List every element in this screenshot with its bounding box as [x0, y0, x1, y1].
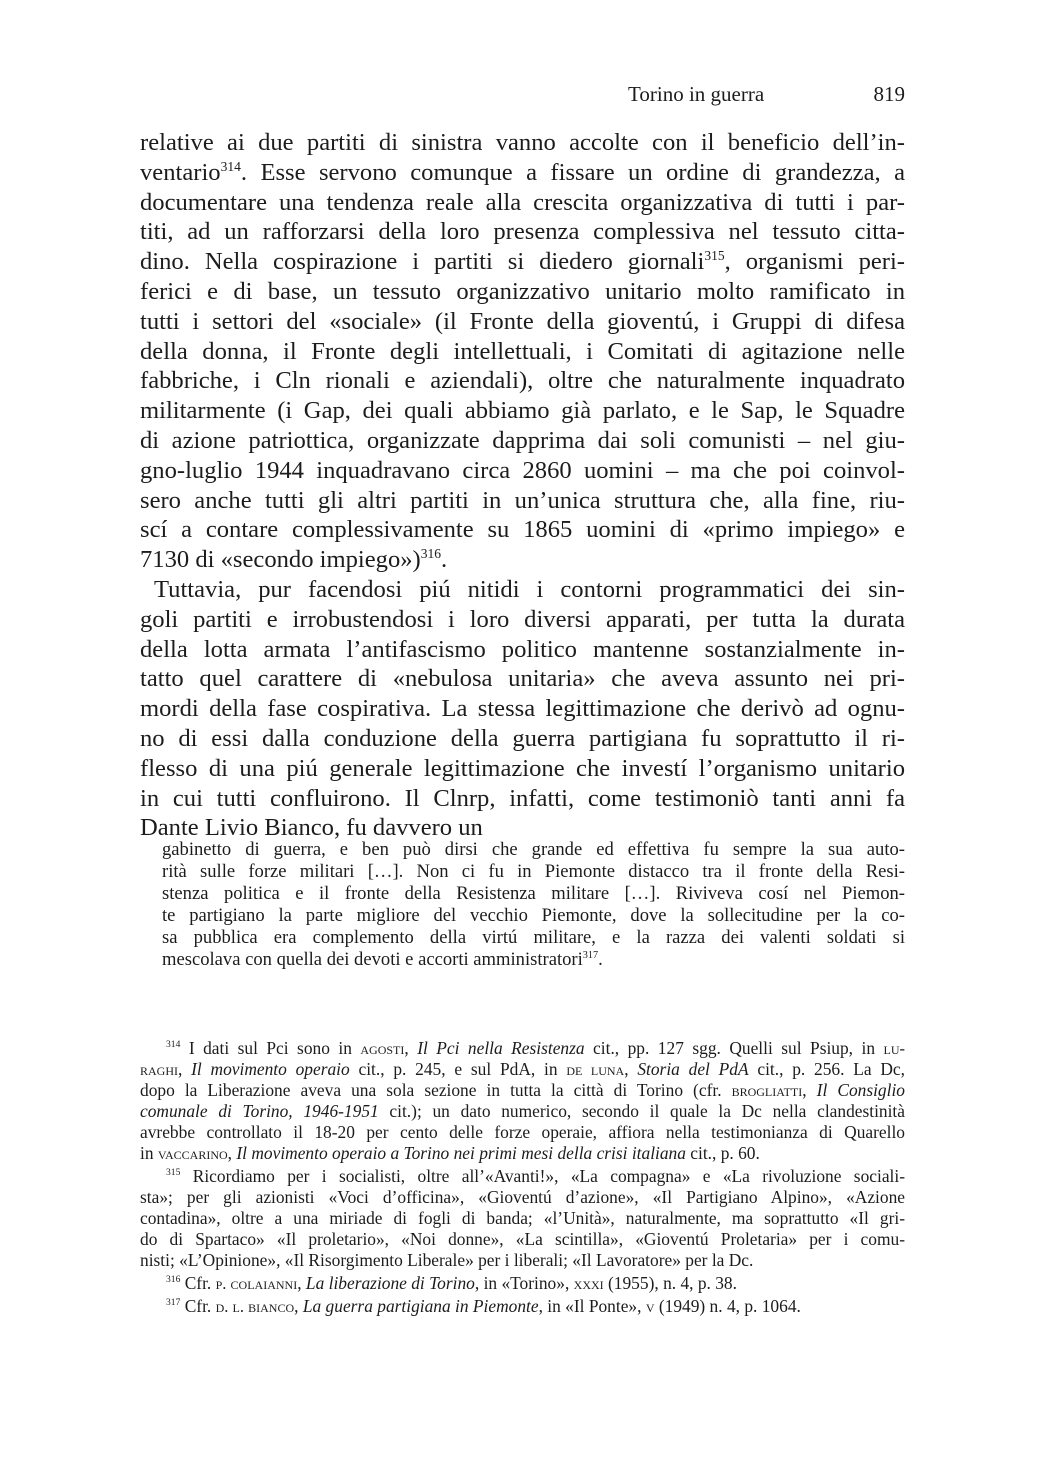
footnote-line: $^{316}$ Cfr. p. colaianni, La liberazione di Torino, in «Torino», xxxi (1955), n. 4, p. 38.	[166, 1273, 737, 1293]
footnote-315	[140, 1166, 905, 1271]
footnote-number: 317	[166, 1297, 181, 1309]
text-line: Dante Livio Bianco, fu davvero un	[140, 814, 483, 842]
text-line: tatto quel carattere di «nebulosa unitaria» che aveva assunto nei pri-	[140, 665, 905, 693]
text-line: flesso di una piú generale legittimazione che investí l’organismo unitario	[140, 754, 905, 782]
footnote-number: 314	[166, 1039, 181, 1051]
text-line: goli partiti e irrobustendosi i loro diversi apparati, per tutta la durata	[140, 605, 905, 633]
running-title: Torino in guerra	[628, 82, 765, 106]
footnote-ref-314[interactable]: 314	[220, 158, 241, 174]
text-line: relative ai due partiti di sinistra vanno accolte con il beneficio dell’in-	[140, 129, 905, 156]
footnote-line: sta»; per gli azionisti «Voci d’officina», «Gioventú d’azione», «Il Partigiano Alpino», «Azione	[140, 1187, 905, 1207]
footnote-line: $^{317}$ Cfr. d. l. bianco, La guerra partigiana in Piemonte, in «Il Ponte», v (1949) n. 4, p. 1064.	[166, 1296, 801, 1316]
footnote-316	[140, 1273, 905, 1294]
footnote-line: raghi, Il movimento operaio cit., p. 245, e sul PdA, in de luna, Storia del PdA cit., p. 256. La Dc,	[140, 1059, 905, 1079]
footnote-ref-316[interactable]: 316	[420, 545, 442, 561]
text-line: sero anche tutti gli altri partiti in un’unica struttura che, alla fine, riu-	[140, 486, 905, 514]
main-text	[140, 128, 905, 843]
quote-line: te partigiano la parte migliore del vecchio Piemonte, dove la sollecitudine per la co-	[162, 905, 905, 926]
quote-line: stenza politica e il fronte della Resistenza militare […]. Riviveva cosí nel Piemon-	[162, 883, 905, 904]
footnote-line: avrebbe controllato il 18-20 per cento delle forze operaie, affiora nella testimonianza di Quarello	[140, 1122, 905, 1142]
footnote-ref-315[interactable]: 315	[704, 248, 725, 263]
paragraph-2	[140, 575, 905, 843]
text-line: di azione patriottica, organizzate dapprima dai soli comunisti – nel giu-	[140, 426, 905, 454]
footnote-ref-317[interactable]: 317	[582, 949, 599, 961]
text-line: fabbriche, i Cln rionali e aziendali), oltre che naturalmente inquadrato	[140, 367, 905, 395]
text-line: dino. Nella cospirazione i partiti si diedero giornali$^{315}$, organismi peri-	[140, 248, 905, 276]
text-line: in cui tutti confluirono. Il Clnrp, infatti, come testimoniò tanti anni fa	[140, 784, 905, 812]
text-line: tutti i settori del «sociale» (il Fronte della gioventú, i Gruppi di difesa	[140, 307, 905, 335]
footnote-line: nisti; «L’Opinione», «Il Risorgimento Liberale» per i liberali; «Il Lavoratore» per la Dc.	[140, 1250, 754, 1270]
footnote-number: 316	[166, 1274, 181, 1286]
footnote-line: contadina», oltre a una miriade di fogli di banda; «l’Unità», naturalmente, ma soprattutto «Il gri-	[140, 1208, 905, 1228]
text-line: Tuttavia, pur facendosi piú nitidi i contorni programmatici dei sin-	[154, 575, 905, 603]
quote-line: rità sulle forze militari […]. Non ci fu in Piemonte distacco tra il fronte della Resi-	[162, 861, 905, 882]
text-line: documentare una tendenza reale alla crescita organizzativa di tutti i par-	[140, 188, 905, 216]
footnote-number: 315	[166, 1167, 181, 1179]
footnote-line: $^{315}$ Ricordiamo per i socialisti, oltre all’«Avanti!», «La compagna» e «La rivoluzione sociali-	[166, 1166, 905, 1186]
text-line: ferici e di base, un tessuto organizzativo unitario molto ramificato in	[140, 277, 905, 305]
quote-line: gabinetto di guerra, e ben può dirsi che grande ed effettiva fu sempre la sua auto-	[162, 839, 905, 860]
text-line: della lotta armata l’antifascismo politico mantenne sostanzialmente in-	[140, 635, 905, 663]
text-line: gno-luglio 1944 inquadravano circa 2860 uomini – ma che poi coinvol-	[140, 456, 905, 484]
quote-line: sa pubblica era complemento della virtú militare, e la razza dei valenti soldati si	[162, 927, 905, 948]
text-line: della donna, il Fronte degli intellettuali, i Comitati di agitazione nelle	[140, 337, 905, 365]
page-number: 819	[873, 82, 905, 106]
quote-line: mescolava con quella dei devoti e accorti amministratori$^{317}$.	[162, 949, 603, 970]
text-line: mordi della fase cospirativa. La stessa legittimazione che derivò ad ognu-	[140, 695, 905, 723]
footnote-line: comunale di Torino, 1946-1951 cit.); un dato numerico, secondo il quale la Dc nella clandestinità	[140, 1101, 905, 1121]
footnote-line: dopo la Liberazione aveva una sola sezione in tutta la città di Torino (cfr. brogliatti, Il Consiglio	[140, 1080, 905, 1100]
footnote-line: $^{314}$ I dati sul Pci sono in agosti, Il Pci nella Resistenza cit., pp. 127 sgg. Quelli sul Psiup, in lu-	[166, 1038, 905, 1058]
footnote-314	[140, 1038, 905, 1164]
block-quote	[162, 839, 905, 971]
footnote-317	[140, 1296, 905, 1317]
text-line: no di essi dalla conduzione della guerra partigiana fu soprattutto il ri-	[140, 724, 905, 752]
paragraph-1	[140, 128, 905, 575]
footnote-line: do di Spartaco» «Il proletario», «Noi donne», «La scintilla», «Gioventú Proletaria» per i comu-	[140, 1229, 905, 1249]
text-line: 7130 di «secondo impiego»)$^{316}$.	[140, 545, 448, 574]
footnote-line: in vaccarino, Il movimento operaio a Torino nei primi mesi della crisi italiana cit., p. 60.	[140, 1143, 760, 1163]
text-line: ventario$^{314}$. Esse servono comunque a fissare un ordine di grandezza, a	[140, 158, 905, 186]
running-head	[140, 82, 905, 112]
text-line: militarmente (i Gap, dei quali abbiamo già parlato, e le Sap, le Squadre	[140, 397, 905, 425]
text-line: scí a contare complessivamente su 1865 uomini di «primo impiego» e	[140, 516, 905, 544]
text-line: titi, ad un rafforzarsi della loro presenza complessiva nel tessuto citta-	[140, 218, 905, 246]
footnotes	[140, 1038, 905, 1319]
